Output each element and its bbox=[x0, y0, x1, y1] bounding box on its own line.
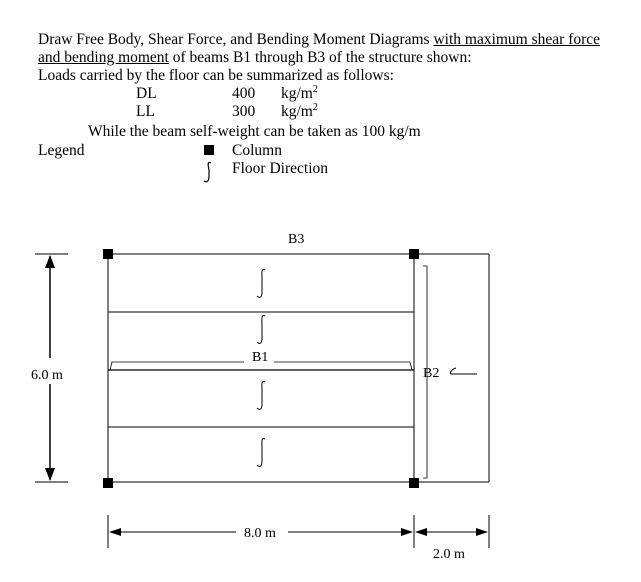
load-ll-value: 300 bbox=[232, 103, 256, 120]
load-dl-value: 400 bbox=[232, 85, 256, 102]
self-weight-text: While the beam self-weight can be taken as 100 kg/m bbox=[88, 123, 421, 140]
b2-direction-icon bbox=[450, 368, 477, 374]
dim-width-arrow-right bbox=[401, 528, 413, 536]
dim-height-arrow-bottom bbox=[45, 468, 55, 481]
load-dl-name: DL bbox=[136, 85, 157, 102]
problem-line-1-underlined: with maximum shear force bbox=[433, 31, 601, 48]
column-square bbox=[409, 249, 419, 259]
problem-line-1-text: Draw Free Body, Shear Force, and Bending Moment Diagrams bbox=[38, 31, 434, 48]
problem-line-2-underlined: and bending moment bbox=[38, 49, 169, 66]
problem-line-2-text: of beams B1 through B3 of the structure shown: bbox=[168, 49, 472, 66]
legend-column-label: Column bbox=[232, 142, 282, 159]
problem-line-3: Loads carried by the floor can be summarized as follows: bbox=[38, 67, 394, 84]
load-dl-unit-exp: 2 bbox=[312, 83, 318, 95]
dim-overhang-label: 2.0 m bbox=[433, 547, 465, 562]
load-ll-unit-text: kg/m bbox=[281, 103, 313, 120]
dim-overhang-arrow-right bbox=[476, 528, 488, 536]
label-b2: B2 bbox=[423, 366, 440, 381]
label-b3: B3 bbox=[288, 232, 305, 247]
dim-height-arrow-top bbox=[45, 255, 55, 268]
column-square bbox=[409, 478, 419, 488]
legend-title: Legend bbox=[38, 142, 85, 159]
dim-height-label: 6.0 m bbox=[31, 368, 63, 383]
dim-overhang-arrow-left bbox=[415, 528, 427, 536]
column-square bbox=[103, 478, 113, 488]
dim-width-label: 8.0 m bbox=[244, 526, 276, 541]
legend-floor-direction-label: Floor Direction bbox=[232, 160, 328, 177]
frame-outline bbox=[108, 254, 414, 482]
load-ll-unit-exp: 2 bbox=[312, 101, 318, 113]
column-square bbox=[103, 249, 113, 259]
label-b1: B1 bbox=[252, 350, 269, 365]
load-dl-unit-text: kg/m bbox=[281, 85, 313, 102]
dim-width-arrow-left bbox=[109, 528, 121, 536]
load-ll-name: LL bbox=[136, 103, 155, 120]
floor-direction-icon bbox=[257, 270, 265, 467]
